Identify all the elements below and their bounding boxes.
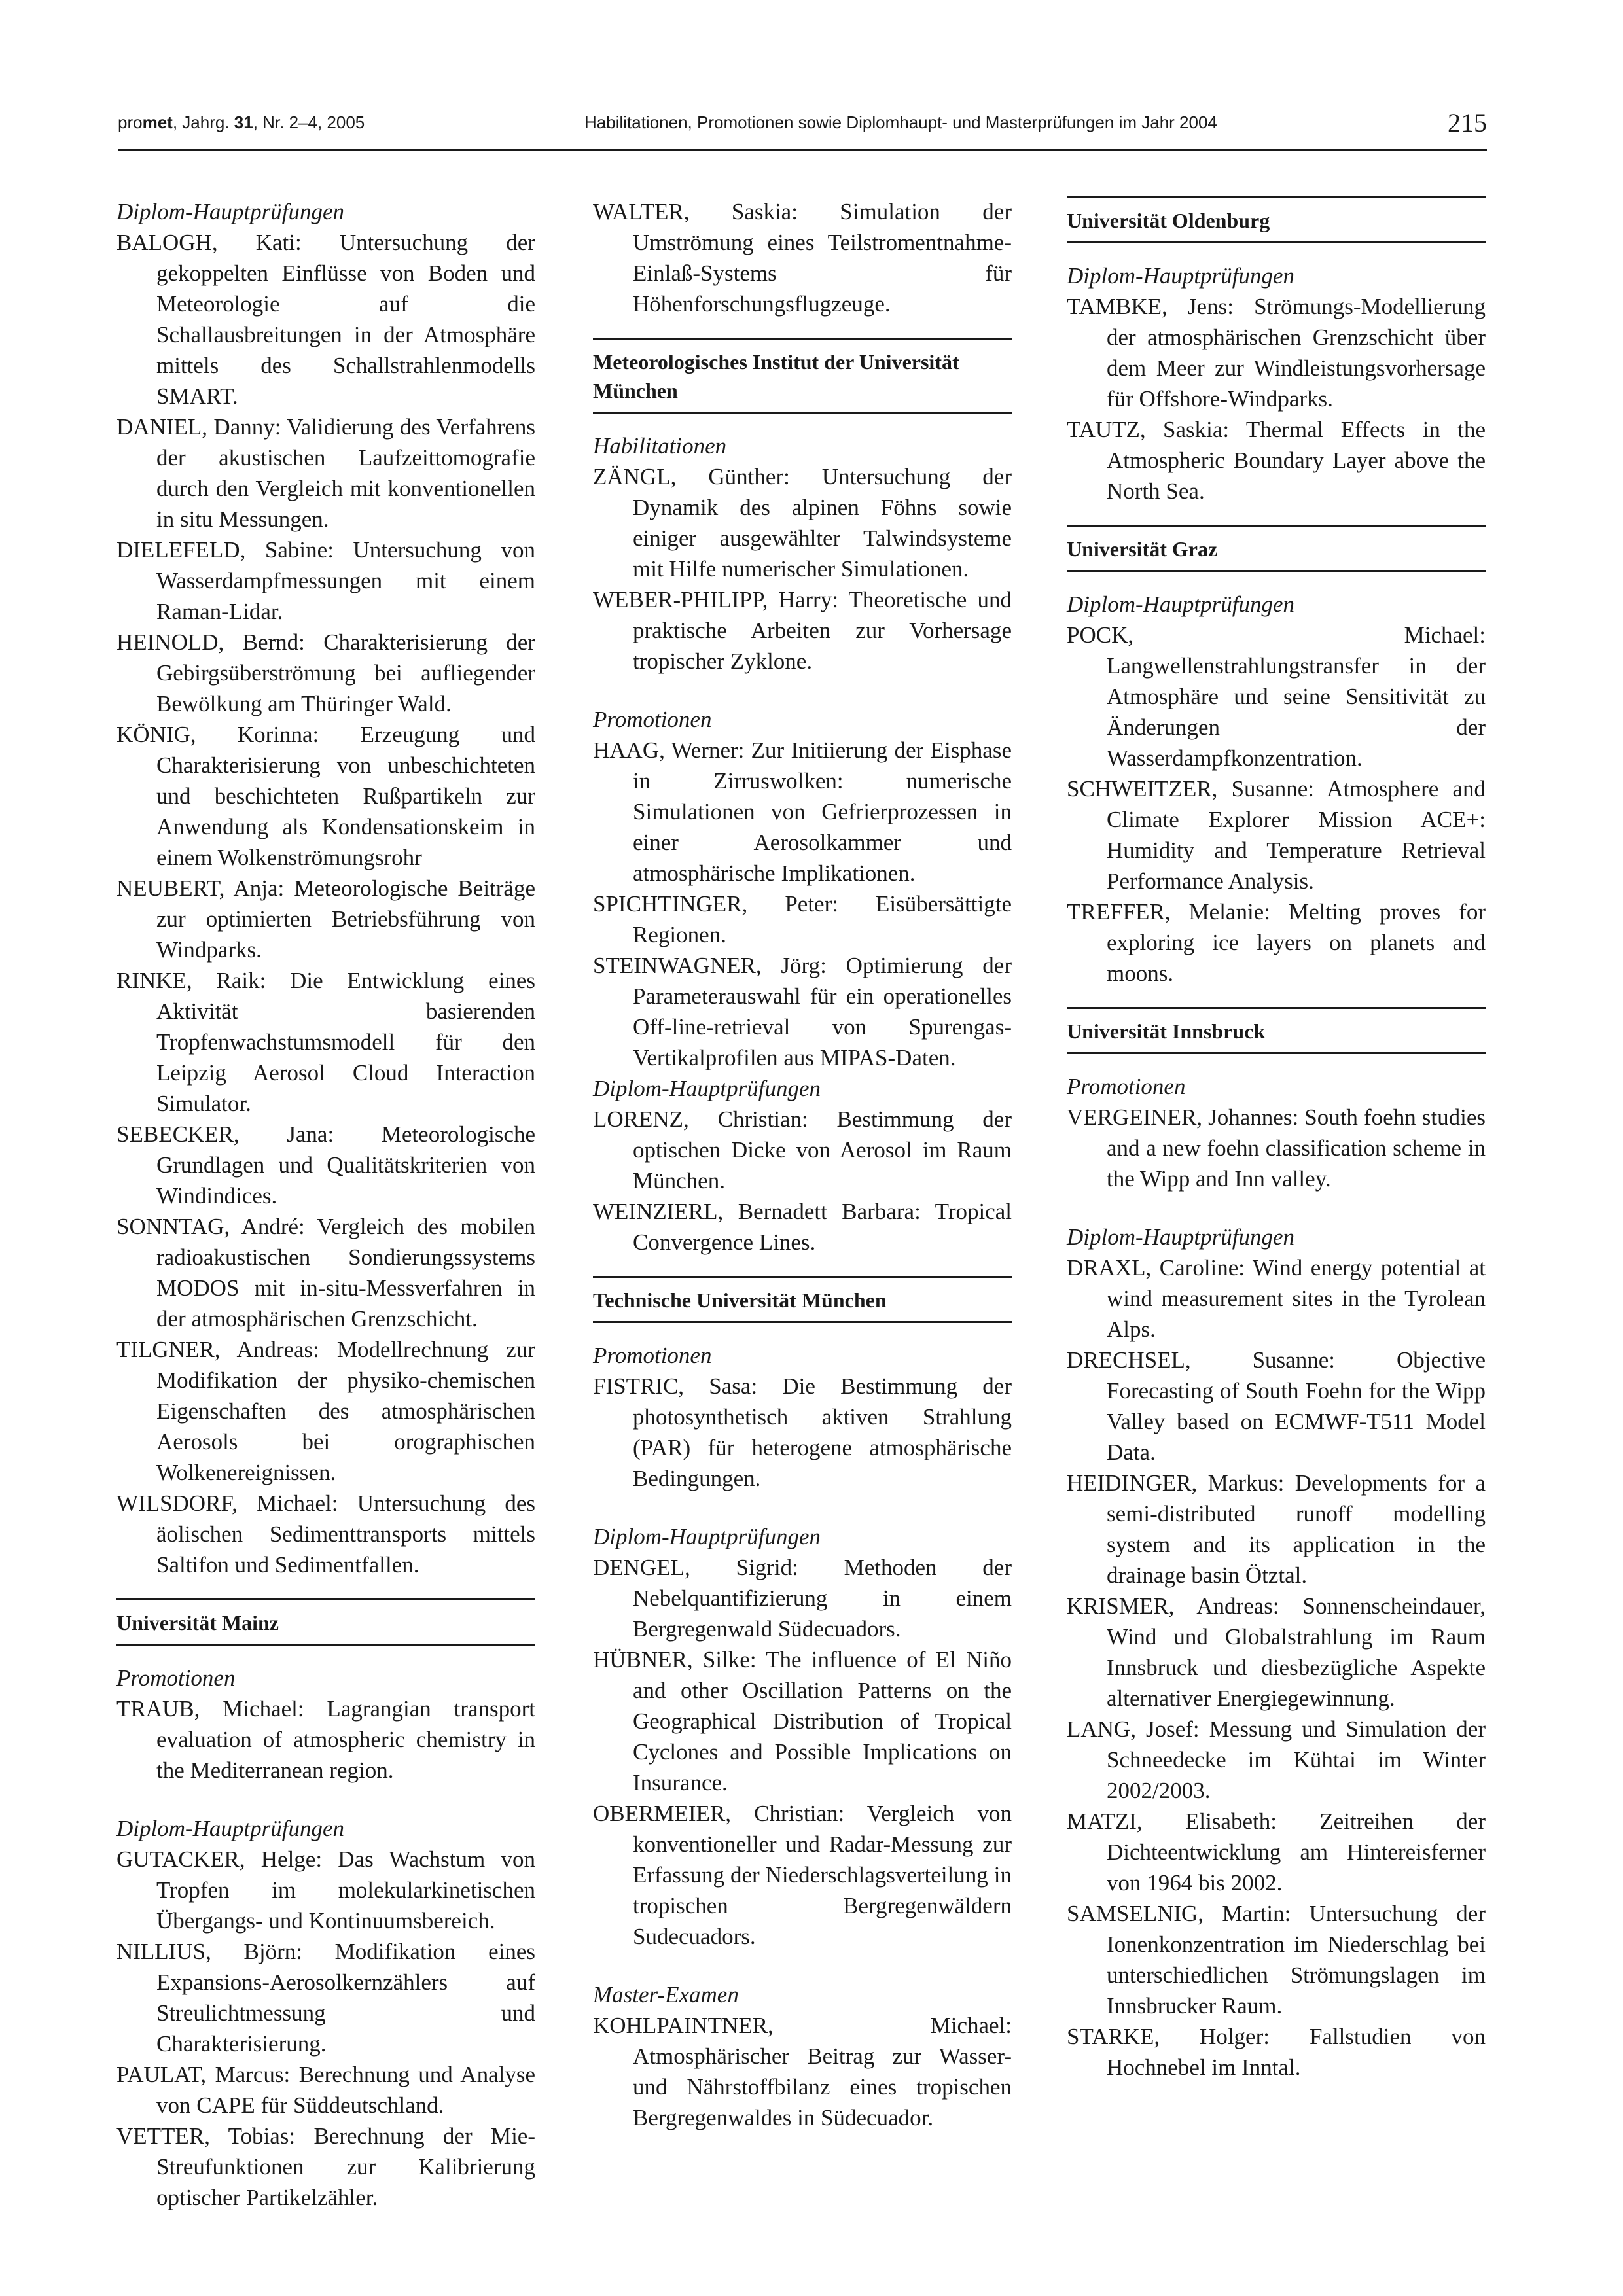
column-middle xyxy=(593,196,1012,2133)
thesis-entry: DENGEL, Sigrid: Methoden der Nebelquantifizierung in einem Bergregenwald Südecuadors. xyxy=(593,1555,1012,1642)
thesis-entry: HÜBNER, Silke: The influence of El Niño and other Oscillation Patterns on the Geographical Distribution of Tropical Cyclones and Possible Implications on Insurance. xyxy=(593,1647,1012,1795)
thesis-entry: WILSDORF, Michael: Untersuchung des äolischen Sedimenttransports mittels Saltifon und Sedimentfallen. xyxy=(116,1491,535,1578)
category-heading: Diplom-Hauptprüfungen xyxy=(116,1816,345,1841)
thesis-entry: HEINOLD, Bernd: Charakterisierung der Gebirgsüberströmung bei aufliegender Bewölkung am Thüringer Wald. xyxy=(116,629,535,716)
thesis-entry: WEINZIERL, Bernadett Barbara: Tropical Convergence Lines. xyxy=(593,1199,1012,1255)
thesis-entry: STEINWAGNER, Jörg: Optimierung der Parameterauswahl für ein operationelles Off-line-retrieval von Spurengas-Vertikalprofilen aus MIPAS-Daten. xyxy=(593,953,1012,1070)
thesis-entry: SONNTAG, André: Vergleich des mobilen radioakustischen Sondierungssystems MODOS mit in-situ-Messverfahren in der atmosphärischen Grenzschicht. xyxy=(116,1214,535,1332)
thesis-entry: TRAUB, Michael: Lagrangian transport evaluation of atmospheric chemistry in the Mediterranean region. xyxy=(116,1696,535,1783)
category-heading: Promotionen xyxy=(593,707,712,732)
thesis-entry: NILLIUS, Björn: Modifikation eines Expansions-Aerosolkernzählers auf Streulichtmessung und Charakterisierung. xyxy=(116,1939,535,2057)
institution-heading: Meteorologisches Institut der Universität München xyxy=(593,338,1012,414)
thesis-entry: TAMBKE, Jens: Strömungs-Modellierung der atmosphärischen Grenzschicht über dem Meer zur Windleistungsvorhersage für Offshore-Windparks. xyxy=(1067,294,1486,412)
thesis-entry: OBERMEIER, Christian: Vergleich von konventioneller und Radar-Messung zur Erfassung der Niederschlagsverteilung in tropischen Bergregenwäldern Sudecuadors. xyxy=(593,1801,1012,1949)
thesis-entry: WALTER, Saskia: Simulation der Umströmung eines Teilstromentnahme-Einlaß-Systems für Höhenforschungsflugzeuge. xyxy=(593,199,1012,317)
thesis-entry: KÖNIG, Korinna: Erzeugung und Charakterisierung von unbeschichteten und beschichteten Rußpartikeln zur Anwendung als Kondensationskeim in einem Wolkenströmungsrohr xyxy=(116,722,535,870)
thesis-entry: LANG, Josef: Messung und Simulation der Schneedecke im Kühtai im Winter 2002/2003. xyxy=(1067,1716,1486,1803)
thesis-entry: SPICHTINGER, Peter: Eisübersättigte Regionen. xyxy=(593,891,1012,947)
thesis-entry: TILGNER, Andreas: Modellrechnung zur Modifikation der physiko-chemischen Eigenschaften des atmosphärischen Aerosols bei orographischen Wolkenereignissen. xyxy=(116,1337,535,1485)
thesis-entry: HAAG, Werner: Zur Initiierung der Eisphase in Zirruswolken: numerische Simulationen von Gefrierprozessen in einer Aerosolkammer und atmosphärische Implikationen. xyxy=(593,737,1012,886)
thesis-entry: WEBER-PHILIPP, Harry: Theoretische und praktische Arbeiten zur Vorhersage tropischer Zyklone. xyxy=(593,587,1012,674)
section-spacer xyxy=(1067,1194,1486,1222)
journal-year: , Jahrg. xyxy=(172,113,234,132)
thesis-entry: VERGEINER, Johannes: South foehn studies and a new foehn classification scheme in the Wipp and Inn valley. xyxy=(1067,1104,1486,1192)
thesis-entry: FISTRIC, Sasa: Die Bestimmung der photosynthetisch aktiven Strahlung (PAR) für heterogene atmosphärische Bedingungen. xyxy=(593,1373,1012,1491)
category-heading: Diplom-Hauptprüfungen xyxy=(1067,592,1295,617)
thesis-entry: DANIEL, Danny: Validierung des Verfahrens der akustischen Laufzeittomografie durch den Vergleich mit konventionellen in situ Messungen. xyxy=(116,414,535,532)
category-heading: Diplom-Hauptprüfungen xyxy=(116,199,345,224)
thesis-entry: MATZI, Elisabeth: Zeitreihen der Dichteentwicklung am Hintereisferner von 1964 bis 2002. xyxy=(1067,1809,1486,1896)
journal-name-bold: met xyxy=(142,113,173,132)
institution-heading: Universität Innsbruck xyxy=(1067,1007,1486,1054)
thesis-entry: DRAXL, Caroline: Wind energy potential at wind measurement sites in the Tyrolean Alps. xyxy=(1067,1255,1486,1342)
thesis-entry: VETTER, Tobias: Berechnung der Mie-Streufunktionen zur Kalibrierung optischer Partikelzähler. xyxy=(116,2123,535,2210)
thesis-entry: TAUTZ, Saskia: Thermal Effects in the Atmospheric Boundary Layer above the North Sea. xyxy=(1067,417,1486,504)
thesis-entry: DRECHSEL, Susanne: Objective Forecasting of South Foehn for the Wipp Valley based on ECMWF-T511 Model Data. xyxy=(1067,1347,1486,1465)
thesis-entry: GUTACKER, Helge: Das Wachstum von Tropfen im molekularkinetischen Übergangs- und Kontinuumsbereich. xyxy=(116,1846,535,1934)
category-heading: Master-Examen xyxy=(593,1982,739,2007)
section-spacer xyxy=(593,677,1012,704)
thesis-entry: BALOGH, Kati: Untersuchung der gekoppelten Einflüsse von Boden und Meteorologie auf die Schallausbreitungen in der Atmosphäre mittels des Schallstrahlenmodells SMART. xyxy=(116,230,535,409)
page-number: 215 xyxy=(1448,108,1487,137)
thesis-entry: TREFFER, Melanie: Melting proves for exploring ice layers on planets and moons. xyxy=(1067,899,1486,986)
category-heading: Promotionen xyxy=(593,1343,712,1368)
thesis-entry: KOHLPAINTNER, Michael: Atmosphärischer Beitrag zur Wasser- und Nährstoffbilanz eines tropischen Bergregenwaldes in Südecuador. xyxy=(593,2013,1012,2130)
thesis-entry: RINKE, Raik: Die Entwicklung eines Aktivität basierenden Tropfenwachstumsmodell für den Leipzig Aerosol Cloud Interaction Simulator. xyxy=(116,968,535,1116)
journal-volume: 31 xyxy=(234,113,253,132)
thesis-entry: LORENZ, Christian: Bestimmung der optischen Dicke von Aerosol im Raum München. xyxy=(593,1106,1012,1193)
column-left xyxy=(116,196,535,2213)
column-right xyxy=(1067,196,1486,2083)
thesis-entry: STARKE, Holger: Fallstudien von Hochnebel im Inntal. xyxy=(1067,2024,1486,2080)
thesis-entry: POCK, Michael: Langwellenstrahlungstransfer in der Atmosphäre und seine Sensitivität zu Änderungen der Wasserdampfkonzentration. xyxy=(1067,622,1486,771)
journal-name-pre: pro xyxy=(118,113,143,132)
thesis-entry: DIELEFELD, Sabine: Untersuchung von Wasserdampfmessungen mit einem Raman-Lidar. xyxy=(116,537,535,624)
journal-issue: , Nr. 2–4, 2005 xyxy=(253,113,365,132)
category-heading: Promotionen xyxy=(1067,1074,1186,1099)
category-heading: Diplom-Hauptprüfungen xyxy=(593,1524,821,1549)
category-heading: Diplom-Hauptprüfungen xyxy=(1067,263,1295,289)
thesis-entry: PAULAT, Marcus: Berechnung und Analyse von CAPE für Süddeutschland. xyxy=(116,2062,535,2118)
page-header xyxy=(118,103,1487,151)
section-spacer xyxy=(116,1786,535,1813)
category-heading: Promotionen xyxy=(116,1665,236,1691)
thesis-entry: KRISMER, Andreas: Sonnenscheindauer, Wind und Globalstrahlung im Raum Innsbruck und diesbezügliche Aspekte alternativer Energiegewinnung. xyxy=(1067,1593,1486,1711)
journal-citation xyxy=(118,113,365,133)
institution-heading: Technische Universität München xyxy=(593,1276,1012,1323)
thesis-entry: SEBECKER, Jana: Meteorologische Grundlagen und Qualitätskriterien von Windindices. xyxy=(116,1122,535,1209)
thesis-entry: SAMSELNIG, Martin: Untersuchung der Ionenkonzentration im Niederschlag bei unterschiedlichen Strömungslagen im Innsbrucker Raum. xyxy=(1067,1901,1486,2019)
category-heading: Habilitationen xyxy=(593,433,727,459)
section-spacer xyxy=(593,1494,1012,1521)
section-spacer xyxy=(593,1952,1012,1979)
running-title: Habilitationen, Promotionen sowie Diplomhaupt- und Masterprüfungen im Jahr 2004 xyxy=(584,113,1217,132)
thesis-entry: SCHWEITZER, Susanne: Atmosphere and Climate Explorer Mission ACE+: Humidity and Temperature Retrieval Performance Analysis. xyxy=(1067,776,1486,894)
thesis-entry: HEIDINGER, Markus: Developments for a semi-distributed runoff modelling system and its application in the drainage basin Ötztal. xyxy=(1067,1470,1486,1588)
thesis-entry: ZÄNGL, Günther: Untersuchung der Dynamik des alpinen Föhns sowie einiger ausgewählter Talwindsysteme mit Hilfe numerischer Simulationen. xyxy=(593,464,1012,582)
category-heading: Diplom-Hauptprüfungen xyxy=(593,1076,821,1101)
thesis-entry: NEUBERT, Anja: Meteorologische Beiträge zur optimierten Betriebsführung von Windparks. xyxy=(116,875,535,963)
institution-heading: Universität Graz xyxy=(1067,525,1486,572)
institution-heading: Universität Oldenburg xyxy=(1067,196,1486,243)
institution-heading: Universität Mainz xyxy=(116,1598,535,1646)
category-heading: Diplom-Hauptprüfungen xyxy=(1067,1224,1295,1250)
